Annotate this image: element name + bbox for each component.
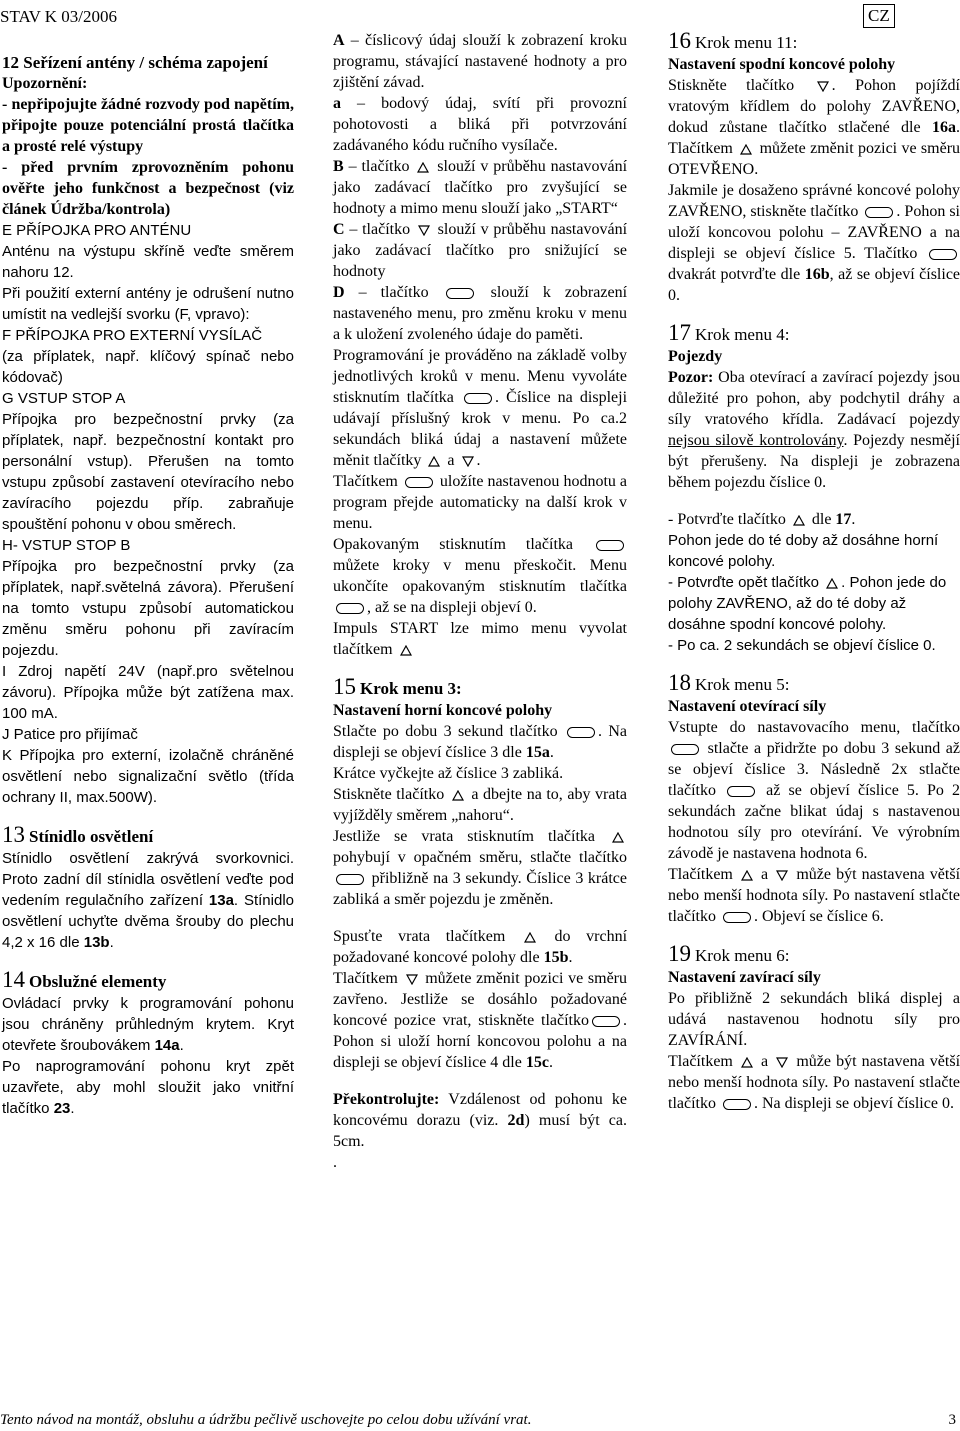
item-k-text: K Přípojka pro externí, izolačně chráněné osvětlení nebo signalizační světlo (třída ochrany II, max.500W). <box>2 747 294 806</box>
triangle-up-icon <box>524 932 536 943</box>
section-17-c2: Pohon jede do té doby až dosáhne horní koncové polohy. <box>668 532 939 570</box>
oval-key-icon <box>405 477 433 488</box>
item-f-title: F PŘÍPOJKA PRO EXTERNÍ VYSÍLAČ <box>2 327 263 344</box>
section-18-title: 18 Krok menu 5: <box>668 670 790 695</box>
section-14-title: 14 Obslužné elementy <box>2 967 167 992</box>
oval-key-icon <box>446 288 474 299</box>
section-14-text: Ovládací prvky k programování pohonu jsou chráněny průhledným krytem. Kryt otevřete šroubovákem 14a. <box>2 995 294 1054</box>
oval-key-icon <box>336 603 364 614</box>
section-18-p2: Tlačítkem a může být nastavena větší nebo menší hodnota síly. Po nastavení stlačte tlačítko . Objeví se číslice 6. <box>668 866 960 925</box>
oval-key-icon <box>929 249 957 260</box>
section-17-title: 17 Krok menu 4: <box>668 320 790 345</box>
item-e-note: Při použití externí antény je odrušení nutno umístit na vedlejší svorku (F, vpravo): <box>2 285 294 323</box>
section-15-p1: Stlačte po dobu 3 sekund tlačítko . Na displeji se objeví číslice 3 dle 15a. <box>333 723 628 761</box>
item-g-text: Přípojka pro bezpečnostní prvky (za příplatek, např. bezpečnostní kontakt pro personální vstup). Přerušen na tomto vstupu způsobí zastavení otevíracího nebo zavíracího pojezdu příp. zabraňuje spouštění pohonu v obou směrech. <box>2 411 294 533</box>
triangle-down-icon <box>817 81 829 92</box>
doc-code: STAV K 03/2006 <box>0 7 118 26</box>
column-middle <box>333 30 627 1173</box>
item-b: B – tlačítko slouží v průběhu nastavování jako zadávací tlačítko pro zvyšující se hodnoty a mimo menu slouží jako „START“ <box>333 158 628 217</box>
repeat-text: Opakovaným stisknutím tlačítka můžete kroky v menu přeskočit. Menu ukončíte opakovaným stisknutím tlačítka, až se na displeji objeví 0. <box>333 536 627 616</box>
oval-key-icon <box>596 540 624 551</box>
check-text: Překontrolujte: Vzdálenost od pohonu ke koncovému dorazu (viz. 2d) musí být ca. 5cm. <box>333 1091 628 1150</box>
programming-text: Programování je prováděno na základě volby jednotlivých kroků v menu. Menu vyvoláte stisknutím tlačítka . Číslice na displeji udávají příslušný krok v menu. Po ca.2 sekundách bliká údaj a nastavení můžete měnit tlačítky a . <box>333 347 628 469</box>
section-17-c3: - Potvrďte opět tlačítko . Pohon jede do polohy ZAVŘENO, až do té doby až dosáhne spodní koncové polohy. <box>668 574 947 633</box>
footer-note: Tento návod na montáž, obsluhu a údržbu pečlivě uschovejte po celou dobu užívání vrat. <box>0 1412 532 1428</box>
impulse-text: Impuls START lze mimo menu vyvolat tlačítkem <box>333 620 627 658</box>
triangle-up-icon <box>428 456 440 467</box>
section-12-title: 12 Seřízení antény / schéma zapojení <box>2 53 268 72</box>
section-16-p2: Jakmile je dosaženo správné koncové polohy ZAVŘENO, stiskněte tlačítko . Pohon si uloží koncovou polohu – ZAVŘENO a na displeji se objeví číslice 5. Tlačítko dvakrát potvrďte dle 16b, až se objeví číslice 0. <box>668 182 960 304</box>
triangle-up-icon <box>452 790 464 801</box>
oval-key-icon <box>567 727 595 738</box>
item-e-text: Anténu na výstupu skříně veďte směrem nahoru 12. <box>2 243 294 281</box>
item-a-dot: a – bodový údaj, svítí při provozní pohotovosti a bliká při potvrzování zadávaného kódu ručního vysílače. <box>333 95 627 154</box>
item-c: C – tlačítko slouží v průběhu nastavování jako zadávací tlačítko pro snižující se hodnoty <box>333 221 628 280</box>
triangle-up-icon <box>612 832 624 843</box>
section-13-text: Stínidlo osvětlení zakrývá svorkovnici. Proto zadní díl stínidla osvětlení veďte pod vedením regulačního zařízení 13a. Stínidlo osvětlení uchyťte dvěma šrouby do plechu 4,2 x 16 dle 13b. <box>2 850 294 951</box>
section-15-title: 15 Krok menu 3: <box>333 674 462 699</box>
warning-item-2: - před prvním zprovozněním pohonu ověřte jeho funkčnost a bezpečnost (viz článek Údržba/kontrola) <box>2 159 294 218</box>
section-19-p2: Tlačítkem a může být nastavena větší nebo menší hodnota síly. Po nastavení stlačte tlačítko . Na displeji se objeví číslice 0. <box>668 1053 960 1112</box>
item-h-text: Přípojka pro bezpečnostní prvky (za příplatek, např.světelná závora). Přerušení na tomto vstupu způsobí automatickou změnu směru pohonu při zavíracím pojezdu. <box>2 558 294 659</box>
oval-key-icon <box>464 393 492 404</box>
page-number: 3 <box>948 1412 956 1428</box>
section-19-title: 19 Krok menu 6: <box>668 941 790 966</box>
triangle-up-icon <box>826 578 838 589</box>
section-15-subtitle: Nastavení horní koncové polohy <box>333 702 553 719</box>
warning-label: Upozornění: <box>2 75 88 92</box>
section-15-p6: Tlačítkem můžete změnit pozici ve směru zavřeno. Jestliže se dosáhlo požadované koncové pozice vrat, stiskněte tlačítko . Pohon si uloží horní koncovou polohu a na displeji se objeví číslice 4 dle 15c. <box>333 970 628 1071</box>
triangle-down-icon <box>776 1057 788 1068</box>
section-19-p1: Po přibližně 2 sekundách bliká displej a udává nastavenou hodnotu síly pro ZAVÍRÁNÍ. <box>668 990 960 1049</box>
item-j-text: J Patice pro přijímač <box>2 726 138 743</box>
oval-key-icon <box>592 1016 620 1027</box>
item-g-title: G VSTUP STOP A <box>2 390 126 407</box>
warning-item-1: - nepřipojujte žádné rozvody pod napětím, připojte pouze potenciální prostá tlačítka a prosté relé výstupy <box>2 96 294 155</box>
section-15-p3: Stiskněte tlačítko a dbejte na to, aby vrata vyjížděly směrem „nahoru“. <box>333 786 628 824</box>
triangle-down-icon <box>406 974 418 985</box>
language-badge: CZ <box>863 4 895 28</box>
section-18-subtitle: Nastavení otevírací síly <box>668 698 827 715</box>
item-e-title: E PŘÍPOJKA PRO ANTÉNU <box>2 222 192 239</box>
triangle-down-icon <box>418 225 430 236</box>
triangle-down-icon <box>462 456 474 467</box>
section-17-c4: - Po ca. 2 sekundách se objeví číslice 0. <box>668 637 936 654</box>
item-f-text: (za příplatek, např. klíčový spínač nebo kódovač) <box>2 348 294 386</box>
column-right <box>668 30 960 1114</box>
item-h-title: H- VSTUP STOP B <box>2 537 131 554</box>
oval-key-icon <box>727 786 755 797</box>
triangle-up-icon <box>417 162 429 173</box>
item-d: D – tlačítko slouží k zobrazení nastaveného menu, pro změnu kroku v menu a k uložení zvoleného údaje do paměti. <box>333 284 628 343</box>
oval-key-icon <box>723 1099 751 1110</box>
triangle-up-icon <box>793 515 805 526</box>
section-16-subtitle: Nastavení spodní koncové polohy <box>668 56 896 73</box>
save-text: Tlačítkem uložíte nastavenou hodnotu a program přejde automaticky na další krok v menu. <box>333 473 627 532</box>
section-16-title: 16 Krok menu 11: <box>668 28 798 53</box>
section-17-c1: - Potvrďte tlačítko dle 17. <box>668 511 856 528</box>
section-15-p2: Krátce vyčkejte až číslice 3 zabliká. <box>333 765 564 782</box>
item-a: A – číslicový údaj slouží k zobrazení kroku programu, stávající nastavené hodnoty a pro zjištění závad. <box>333 32 628 91</box>
section-13-title: 13 Stínidlo osvětlení <box>2 822 154 847</box>
section-16-p1: Stiskněte tlačítko . Pohon pojíždí vratovým křídlem do polohy ZAVŘENO, dokud zůstane tlačítko stlačené dle 16a. Tlačítkem můžete změnit pozici ve směru OTEVŘENO. <box>668 77 960 178</box>
triangle-up-icon <box>741 1057 753 1068</box>
oval-key-icon <box>336 874 364 885</box>
section-14-text-2: Po naprogramování pohonu kryt zpět uzavřete, aby mohl sloužit jako vnitřní tlačítko 23. <box>2 1058 294 1117</box>
oval-key-icon <box>671 744 699 755</box>
oval-key-icon <box>865 207 893 218</box>
section-15-p4: Jestliže se vrata stisknutím tlačítka pohybují v opačném směru, stlačte tlačítko přibližně na 3 sekundy. Číslice 3 krátce zabliká a směr pojezdu je změněn. <box>333 828 627 908</box>
triangle-up-icon <box>741 870 753 881</box>
item-i-text: I Zdroj napětí 24V (např.pro světelnou závoru). Přípojka může být zatížena max. 100 mA. <box>2 663 294 722</box>
section-15-p5: Spusťte vrata tlačítkem do vrchní požadované koncové polohy dle 15b. <box>333 928 628 966</box>
triangle-down-icon <box>776 870 788 881</box>
triangle-up-icon <box>740 144 752 155</box>
section-17-p1: Pozor: Oba otevírací a zavírací pojezdy jsou důležité pro pohon, aby podchytil dráhy a síly vratového křídla. Zadávací pojezdy nejsou silově kontrolovány. Pojezdy nesmějí být přerušeny. Na displeji je zobrazena během pojezdu číslice 0. <box>668 369 960 491</box>
oval-key-icon <box>723 912 751 923</box>
trailing-dot: . <box>333 1154 337 1171</box>
section-17-subtitle: Pojezdy <box>668 348 723 365</box>
section-19-subtitle: Nastavení zavírací síly <box>668 969 821 986</box>
section-18-p1: Vstupte do nastavovacího menu, tlačítko stlačte a přidržte po dobu 3 sekund až se objeví číslice 3. Následně 2x stlačte tlačítko až se objeví číslice 5. Po 2 sekundách začne blikat údaj s nastavenou hodnotou síly pro otevírání. Ve výrobním závodě je nastavena hodnota 6. <box>668 719 960 862</box>
triangle-up-icon <box>400 645 412 656</box>
column-left <box>2 30 294 1119</box>
